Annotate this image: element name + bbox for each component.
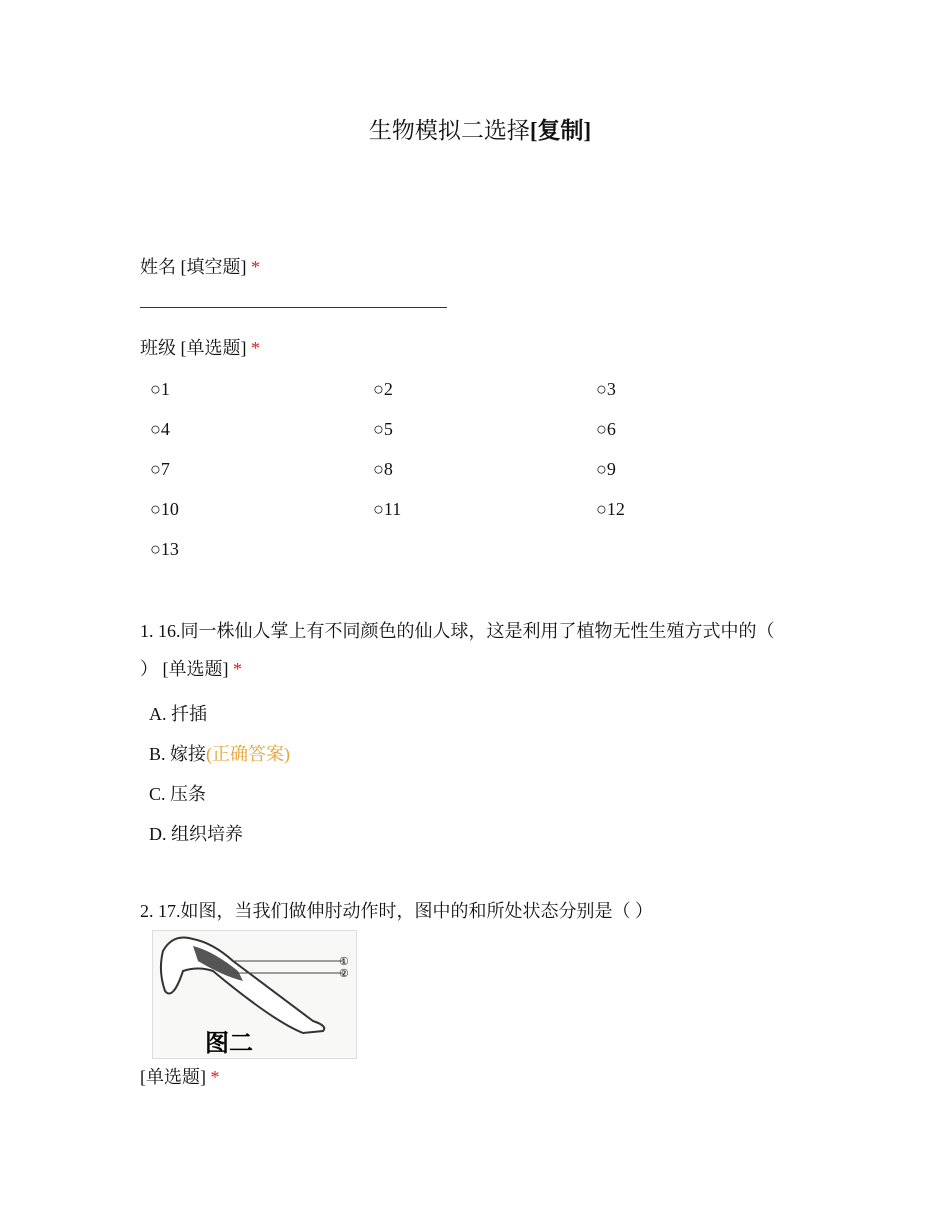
question-name-label <box>140 253 260 279</box>
name-input-line[interactable] <box>140 307 447 308</box>
class-option[interactable]: ○11 <box>373 499 402 519</box>
question-2-type <box>140 1063 220 1089</box>
required-mark: * <box>251 338 260 358</box>
page-title <box>0 112 950 145</box>
class-option[interactable]: ○4 <box>150 419 170 439</box>
option-text: B. 嫁接 <box>149 744 207 764</box>
figure-caption: 图二 <box>205 1031 253 1057</box>
class-option[interactable]: ○3 <box>596 379 616 399</box>
required-mark: * <box>251 257 260 277</box>
title-text: 生物模拟二选择 <box>368 118 530 143</box>
option-c[interactable]: C. 压条 <box>149 784 207 804</box>
arm-muscle-figure <box>152 930 357 1059</box>
class-option[interactable]: ○1 <box>150 379 170 399</box>
question-label: ） [单选题] <box>140 659 229 679</box>
required-mark: * <box>210 1067 220 1087</box>
question-class-label <box>140 334 260 360</box>
question-1-text: 1. 16.同一株仙人掌上有不同颜色的仙人球，这是利用了植物无性生殖方式中的（ <box>140 621 775 641</box>
class-option[interactable]: ○5 <box>373 419 393 439</box>
option-b[interactable] <box>149 740 290 766</box>
class-option[interactable]: ○8 <box>373 459 393 479</box>
option-d[interactable]: D. 组织培养 <box>149 824 243 844</box>
class-option[interactable]: ○10 <box>150 499 179 519</box>
class-option[interactable]: ○9 <box>596 459 616 479</box>
class-option[interactable]: ○6 <box>596 419 616 439</box>
question-2-text: 2. 17.如图，当我们做伸肘动作时，图中的和所处状态分别是（ ） <box>140 901 653 921</box>
figure-label-2: ② <box>339 968 349 980</box>
class-option[interactable]: ○13 <box>150 539 179 559</box>
question-1-text-cont <box>140 655 242 681</box>
figure-label-1: ① <box>339 956 349 968</box>
option-a[interactable]: A. 扦插 <box>149 704 207 724</box>
required-mark: * <box>233 659 242 679</box>
class-option[interactable]: ○7 <box>150 459 170 479</box>
arm-illustration <box>153 931 356 1058</box>
question-label: 班级 [单选题] <box>140 338 247 358</box>
correct-answer-note: (正确答案) <box>206 744 291 764</box>
title-suffix: [复制] <box>529 118 592 143</box>
class-option[interactable]: ○2 <box>373 379 393 399</box>
class-option[interactable]: ○12 <box>596 499 625 519</box>
question-label: 姓名 [填空题] <box>140 257 247 277</box>
question-label: [单选题] <box>140 1067 206 1087</box>
